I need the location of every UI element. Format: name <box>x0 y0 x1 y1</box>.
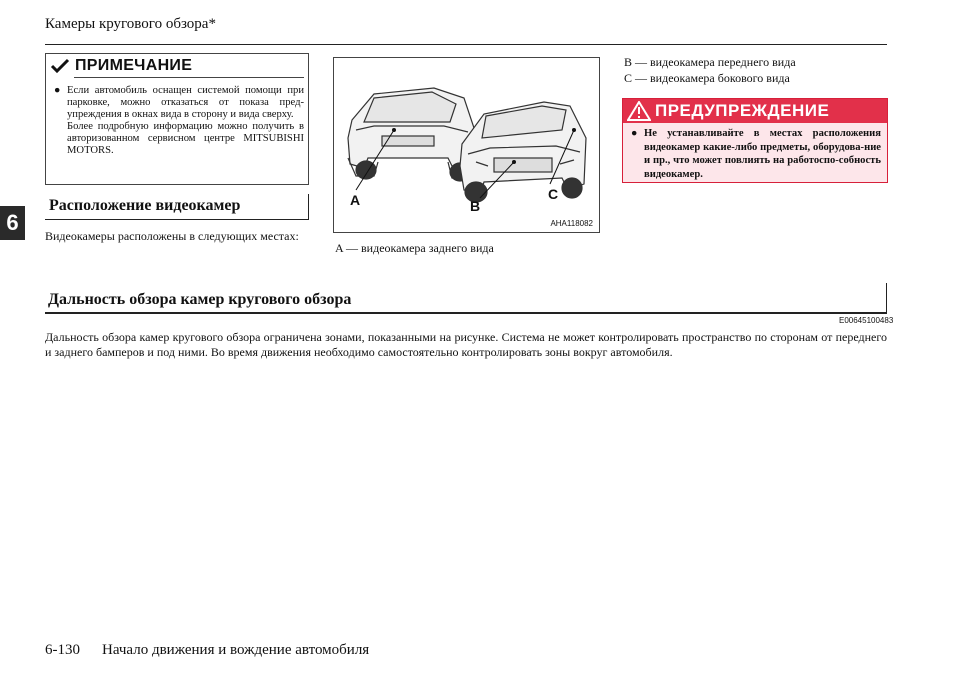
section-heading-range <box>45 283 887 314</box>
note-rule <box>74 77 304 78</box>
section-title-location: Расположение видеокамер <box>49 197 241 214</box>
location-paragraph: Видеокамеры расположены в следующих местах: <box>45 229 299 243</box>
warning-heading-label: ПРЕДУПРЕЖДЕНИЕ <box>655 101 830 120</box>
section-heading-location <box>45 194 309 220</box>
range-paragraph: Дальность обзора камер кругового обзора ограничена зонами, показанными на рисунке. Система не может контролировать пространство по сторонам от переднего и заднего бамперов и под ними. Во время движения необходимо самостоятельно контролировать зоны вокруг автомобиля. <box>45 330 887 359</box>
warning-item: Не устанавливайте в местах расположения видеокамер какие-либо предметы, оборудова-ние и пр., что может повлиять на работоспо-собность видеокамер. <box>644 128 881 180</box>
footer-chapter-title: Начало движения и вождение автомобиля <box>102 642 370 658</box>
warning-heading <box>623 99 887 123</box>
warning-triangle-icon <box>627 101 651 121</box>
check-icon <box>50 58 70 74</box>
note-heading <box>50 57 192 75</box>
section-bar <box>308 194 309 220</box>
caption-side-camera: C — видеокамера бокового вида <box>624 71 790 85</box>
vehicle-illustration <box>334 58 599 232</box>
figure-label-c: C <box>548 186 559 202</box>
caption-rear-camera: A — видеокамера заднего вида <box>335 241 494 255</box>
caption-front-camera: B — видеокамера переднего вида <box>624 55 796 69</box>
header-rule <box>45 44 887 45</box>
note-heading-label: ПРИМЕЧАНИЕ <box>75 57 193 74</box>
section-title-range: Дальность обзора камер кругового обзора <box>48 291 352 308</box>
chapter-tab: 6 <box>0 206 25 240</box>
bullet-icon: ● <box>54 85 61 96</box>
page-header-title: Камеры кругового обзора* <box>45 16 216 32</box>
note-box <box>45 53 309 185</box>
note-text: Более подробную информацию можно получить в авторизованном сервисном центре MITSUBISHI MOTORS. <box>67 121 304 156</box>
bullet-icon: ● <box>631 128 638 139</box>
figure-code: AHA118082 <box>550 219 593 228</box>
note-item: Если автомобиль оснащен системой помощи при парковке, можно отказаться от показа пред-упреждения в окнах вида в сторону и вида сверху. <box>67 85 304 120</box>
page-number: 6-130 <box>45 642 80 658</box>
section-code: E00645100483 <box>839 316 894 325</box>
note-body <box>54 85 304 157</box>
section-bar <box>886 283 887 314</box>
warning-box <box>622 98 888 183</box>
camera-location-figure <box>333 57 600 233</box>
warning-body <box>631 127 881 181</box>
figure-label-a: A <box>350 192 361 208</box>
figure-label-b: B <box>470 198 481 214</box>
